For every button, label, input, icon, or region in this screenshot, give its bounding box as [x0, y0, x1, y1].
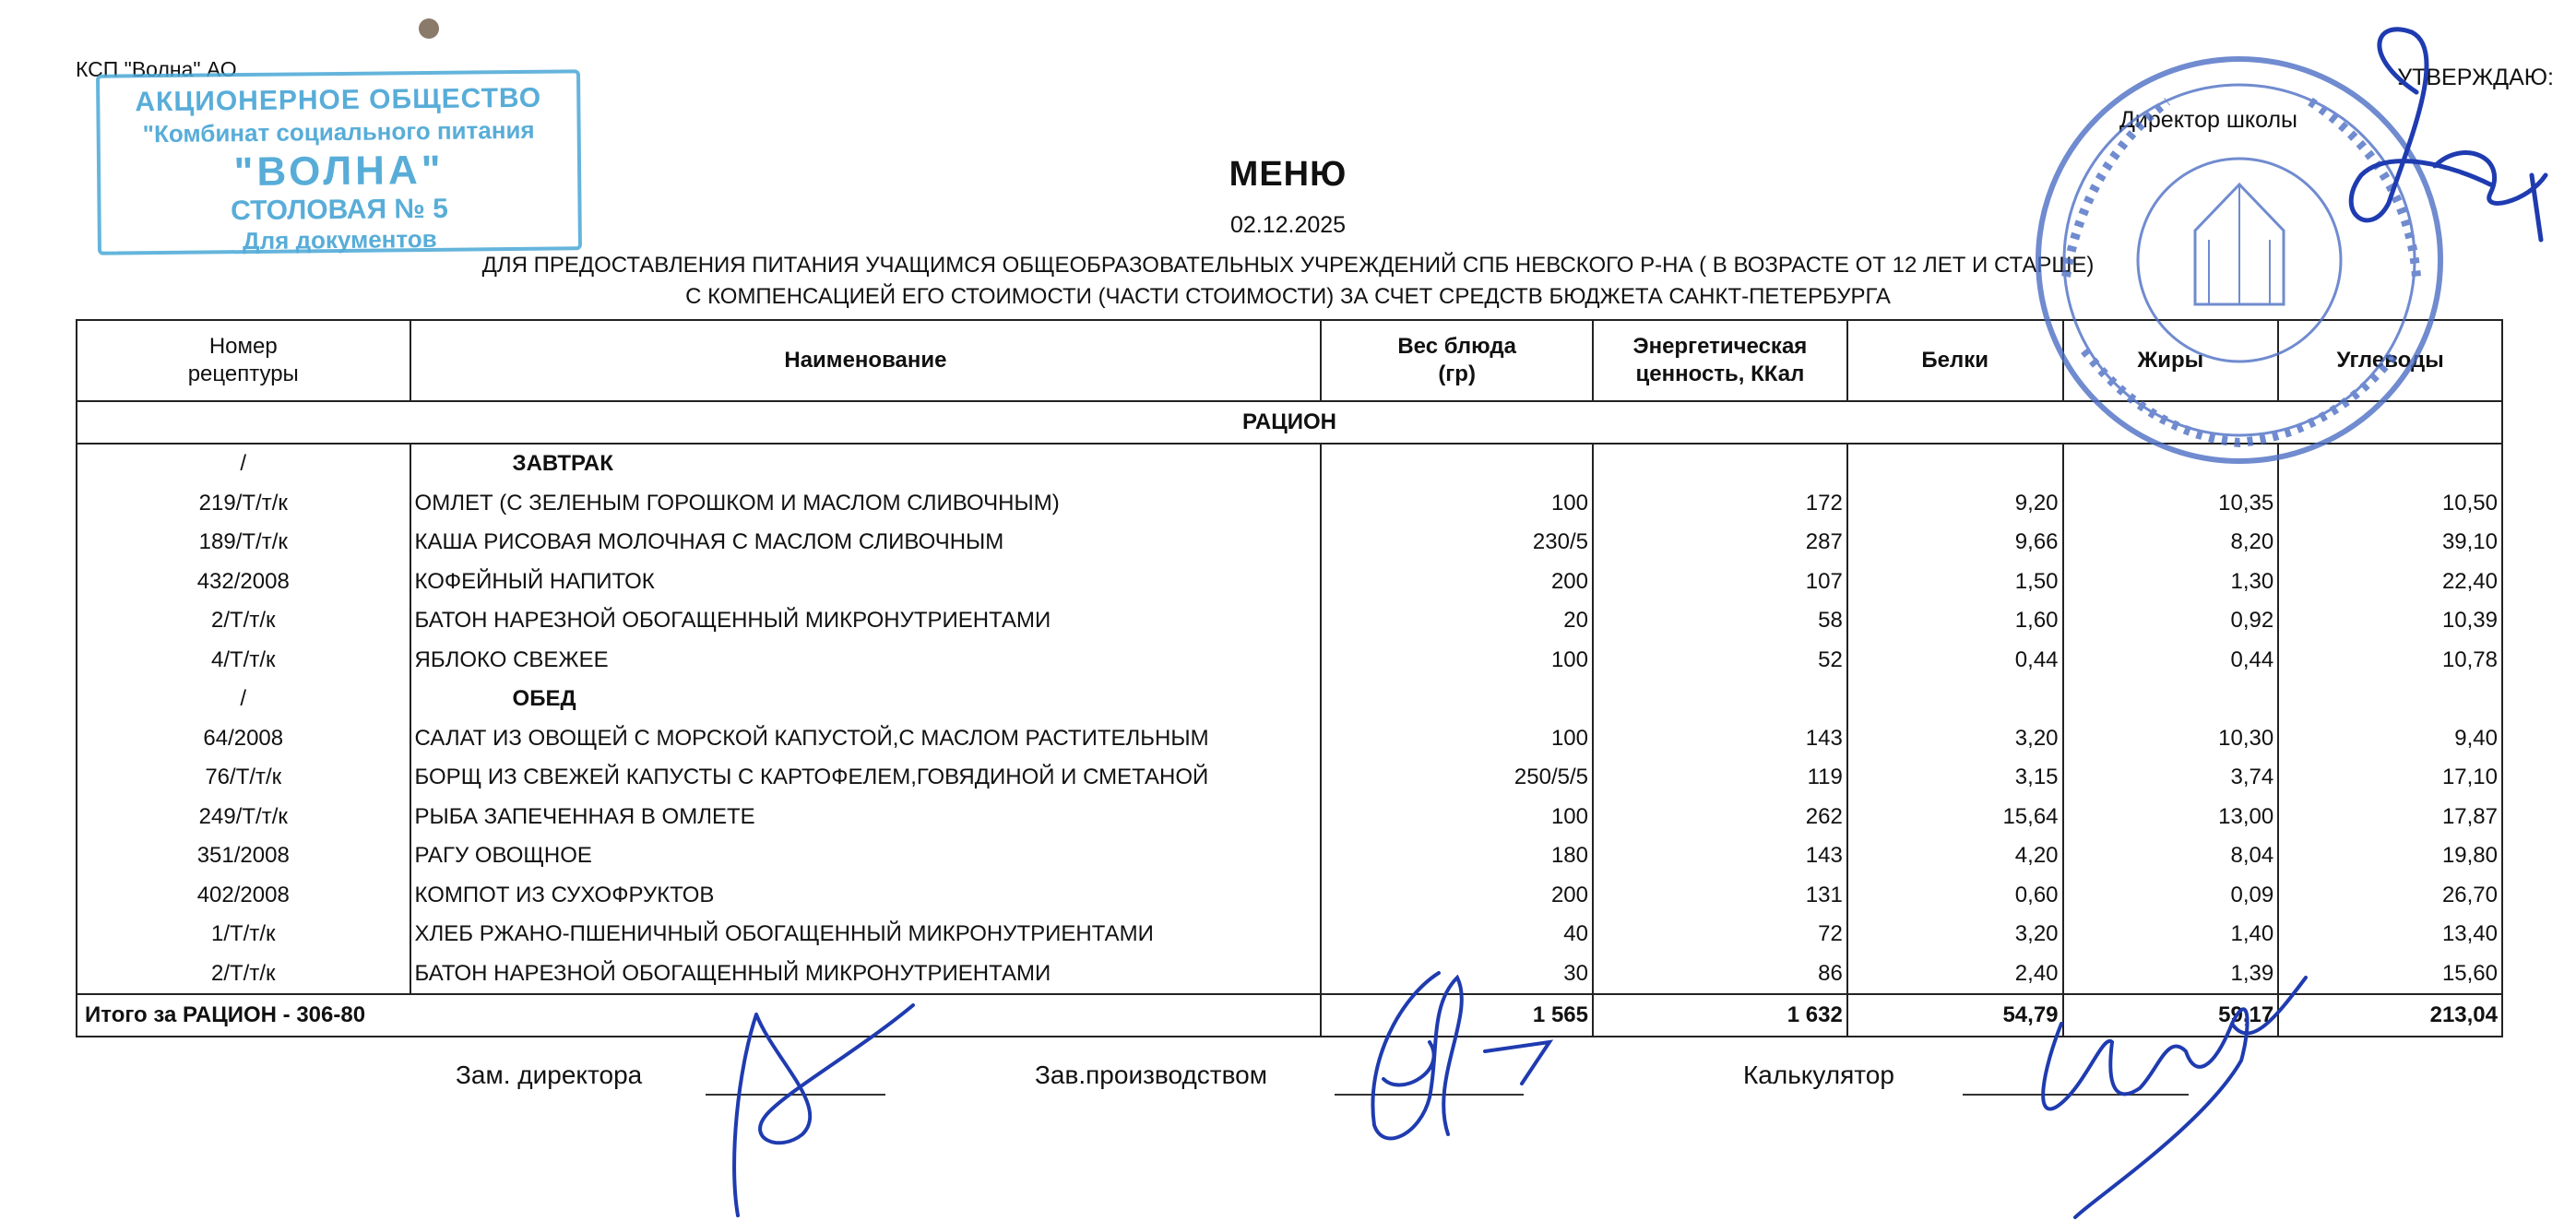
dish-weight: 100 — [1321, 641, 1593, 681]
dish-energy: 72 — [1593, 915, 1847, 954]
deputy-director-label: Зам. директора — [456, 1061, 643, 1089]
dish-protein: 0,44 — [1847, 641, 2063, 681]
recipe-code: 219/Т/т/к — [77, 484, 410, 524]
total-carbs: 213,04 — [2278, 994, 2502, 1037]
dish-name: ХЛЕБ РЖАНО-ПШЕНИЧНЫЙ ОБОГАЩЕННЫЙ МИКРОНУТРИЕНТАМИ — [410, 915, 1322, 954]
dish-protein: 3,20 — [1847, 719, 2063, 759]
dish-energy: 143 — [1593, 836, 1847, 876]
organization-name: КСП "Волна" АО — [76, 57, 237, 81]
col-header-fat: Жиры — [2063, 320, 2279, 401]
dish-carbs: 17,10 — [2278, 758, 2502, 798]
dish-protein: 9,20 — [1847, 484, 2063, 524]
recipe-code: 64/2008 — [77, 719, 410, 759]
dish-name: БАТОН НАРЕЗНОЙ ОБОГАЩЕННЫЙ МИКРОНУТРИЕНТАМИ — [410, 954, 1322, 995]
page-title: МЕНЮ — [1229, 155, 1347, 194]
recipe-code: 76/Т/т/к — [77, 758, 410, 798]
dish-carbs: 22,40 — [2278, 563, 2502, 602]
dish-fat: 1,30 — [2063, 563, 2279, 602]
recipe-code: 2/Т/т/к — [77, 601, 410, 641]
dish-weight: 20 — [1321, 601, 1593, 641]
dish-protein: 3,15 — [1847, 758, 2063, 798]
recipe-code: 432/2008 — [77, 563, 410, 602]
dish-energy: 86 — [1593, 954, 1847, 995]
col-header-name: Наименование — [410, 320, 1322, 401]
dish-protein: 2,40 — [1847, 954, 2063, 995]
dish-fat: 10,30 — [2063, 719, 2279, 759]
recipe-code: 189/Т/т/к — [77, 523, 410, 563]
paper-spot — [419, 18, 439, 39]
dish-weight: 180 — [1321, 836, 1593, 876]
dish-protein: 3,20 — [1847, 915, 2063, 954]
dish-carbs: 10,78 — [2278, 641, 2502, 681]
stamp-line-4: СТОЛОВАЯ № 5 — [231, 193, 449, 227]
subtitle-line-2: С КОМПЕНСАЦИЕЙ ЕГО СТОИМОСТИ (ЧАСТИ СТОИМОСТИ) ЗА СЧЕТ СРЕДСТВ БЮДЖЕТА САНКТ-ПЕТЕРБУРГА — [685, 284, 1891, 309]
total-energy: 1 632 — [1593, 994, 1847, 1037]
dish-weight: 40 — [1321, 915, 1593, 954]
col-header-weight: Вес блюда (гр) — [1321, 320, 1593, 401]
total-weight: 1 565 — [1321, 994, 1593, 1037]
col-header-code: Номер рецептуры — [77, 320, 410, 401]
dish-name: САЛАТ ИЗ ОВОЩЕЙ С МОРСКОЙ КАПУСТОЙ,С МАСЛОМ РАСТИТЕЛЬНЫМ — [410, 719, 1322, 759]
deputy-signature — [734, 1005, 913, 1215]
dish-energy: 58 — [1593, 601, 1847, 641]
dish-carbs: 19,80 — [2278, 836, 2502, 876]
dish-name: ЯБЛОКО СВЕЖЕЕ — [410, 641, 1322, 681]
stamp-line-1: АКЦИОНЕРНОЕ ОБЩЕСТВО — [135, 82, 542, 118]
dish-carbs: 10,39 — [2278, 601, 2502, 641]
col-header-protein: Белки — [1847, 320, 2063, 401]
dish-fat: 0,44 — [2063, 641, 2279, 681]
dish-energy: 287 — [1593, 523, 1847, 563]
dish-protein: 15,64 — [1847, 798, 2063, 837]
dish-weight: 100 — [1321, 484, 1593, 524]
dish-carbs: 15,60 — [2278, 954, 2502, 995]
production-signature — [1372, 973, 1549, 1138]
dish-protein: 1,50 — [1847, 563, 2063, 602]
dish-name: ОМЛЕТ (С ЗЕЛЕНЫМ ГОРОШКОМ И МАСЛОМ СЛИВОЧНЫМ) — [410, 484, 1322, 524]
meal-label-lunch: ОБЕД — [410, 680, 1322, 719]
approve-label: УТВЕРЖДАЮ: — [2397, 65, 2554, 90]
dish-fat: 8,04 — [2063, 836, 2279, 876]
dish-energy: 131 — [1593, 876, 1847, 916]
director-signature — [2351, 30, 2546, 240]
meal-header-lunch: / ОБЕД — [77, 680, 2502, 719]
dish-energy: 52 — [1593, 641, 1847, 681]
dish-protein: 1,60 — [1847, 601, 2063, 641]
dish-fat: 13,00 — [2063, 798, 2279, 837]
school-round-seal — [2038, 59, 2440, 461]
dish-protein: 0,60 — [1847, 876, 2063, 916]
total-label: Итого за РАЦИОН - 306-80 — [77, 994, 1321, 1037]
total-fat: 59,17 — [2063, 994, 2279, 1037]
dish-energy: 107 — [1593, 563, 1847, 602]
dish-weight: 30 — [1321, 954, 1593, 995]
dish-energy: 119 — [1593, 758, 1847, 798]
dish-energy: 262 — [1593, 798, 1847, 837]
dish-weight: 200 — [1321, 563, 1593, 602]
dish-energy: 143 — [1593, 719, 1847, 759]
stamp-line-3: "ВОЛНА" — [233, 147, 445, 196]
dish-name: РАГУ ОВОЩНОЕ — [410, 836, 1322, 876]
dish-weight: 100 — [1321, 719, 1593, 759]
subtitle-line-1: ДЛЯ ПРЕДОСТАВЛЕНИЯ ПИТАНИЯ УЧАЩИМСЯ ОБЩЕОБРАЗОВАТЕЛЬНЫХ УЧРЕЖДЕНИЙ СПБ НЕВСКОГО Р-НА ( В ВОЗРАСТЕ ОТ 12 ЛЕТ И СТАРШЕ) — [481, 253, 2095, 278]
recipe-code: 1/Т/т/к — [77, 915, 410, 954]
dish-fat: 1,39 — [2063, 954, 2279, 995]
dish-name: РЫБА ЗАПЕЧЕННАЯ В ОМЛЕТЕ — [410, 798, 1322, 837]
recipe-code: 249/Т/т/к — [77, 798, 410, 837]
calculator-label: Калькулятор — [1743, 1061, 1894, 1089]
dish-protein: 9,66 — [1847, 523, 2063, 563]
dish-fat: 3,74 — [2063, 758, 2279, 798]
calculator-signature — [2043, 978, 2306, 1217]
dish-name: БОРЩ ИЗ СВЕЖЕЙ КАПУСТЫ С КАРТОФЕЛЕМ,ГОВЯДИНОЙ И СМЕТАНОЙ — [410, 758, 1322, 798]
recipe-code: 2/Т/т/к — [77, 954, 410, 995]
menu-date: 02.12.2025 — [1229, 212, 1347, 238]
meal-header-breakfast: / ЗАВТРАК — [77, 444, 2502, 484]
dish-carbs: 39,10 — [2278, 523, 2502, 563]
dish-carbs: 9,40 — [2278, 719, 2502, 759]
dish-fat: 0,92 — [2063, 601, 2279, 641]
meal-label-breakfast: ЗАВТРАК — [410, 444, 1322, 484]
stamp-line-5: Для документов — [242, 224, 437, 255]
recipe-code: 351/2008 — [77, 836, 410, 876]
dish-carbs: 10,50 — [2278, 484, 2502, 524]
dish-weight: 100 — [1321, 798, 1593, 837]
dish-carbs: 17,87 — [2278, 798, 2502, 837]
stamp-line-2: "Комбинат социального питания — [142, 115, 535, 148]
director-label: Директор школы — [2119, 107, 2298, 133]
dish-energy: 172 — [1593, 484, 1847, 524]
dish-name: БАТОН НАРЕЗНОЙ ОБОГАЩЕННЫЙ МИКРОНУТРИЕНТАМИ — [410, 601, 1322, 641]
dish-weight: 230/5 — [1321, 523, 1593, 563]
dish-fat: 8,20 — [2063, 523, 2279, 563]
recipe-code: 4/Т/т/к — [77, 641, 410, 681]
dish-name: КАША РИСОВАЯ МОЛОЧНАЯ С МАСЛОМ СЛИВОЧНЫМ — [410, 523, 1322, 563]
dish-weight: 250/5/5 — [1321, 758, 1593, 798]
dish-weight: 200 — [1321, 876, 1593, 916]
dish-protein: 4,20 — [1847, 836, 2063, 876]
dish-name: КОФЕЙНЫЙ НАПИТОК — [410, 563, 1322, 602]
production-manager-label: Зав.производством — [1035, 1061, 1267, 1089]
dish-fat: 10,35 — [2063, 484, 2279, 524]
col-header-energy: Энергетическая ценность, ККал — [1593, 320, 1847, 401]
dish-fat: 1,40 — [2063, 915, 2279, 954]
section-title: РАЦИОН — [77, 401, 2502, 444]
col-header-carbs: Углеводы — [2278, 320, 2502, 401]
dish-carbs: 13,40 — [2278, 915, 2502, 954]
total-protein: 54,79 — [1847, 994, 2063, 1037]
recipe-code: 402/2008 — [77, 876, 410, 916]
dish-name: КОМПОТ ИЗ СУХОФРУКТОВ — [410, 876, 1322, 916]
dish-carbs: 26,70 — [2278, 876, 2502, 916]
dish-fat: 0,09 — [2063, 876, 2279, 916]
